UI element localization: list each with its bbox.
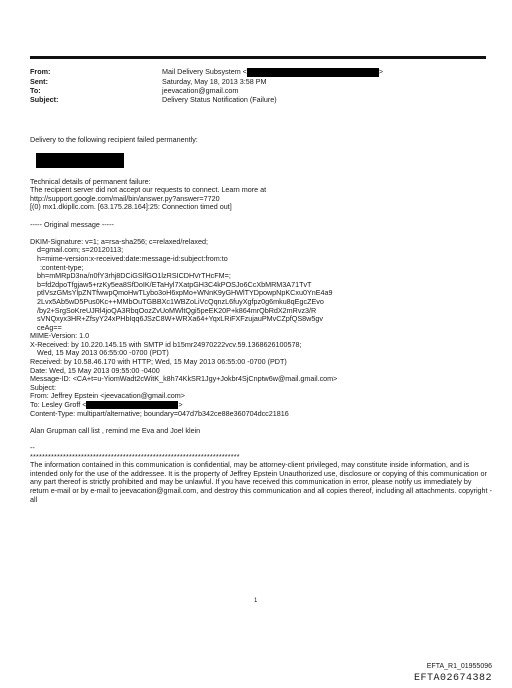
header-rule: [30, 56, 486, 59]
tech-line-2: http://support.google.com/mail/bin/answer.py?answer=7720: [30, 193, 220, 203]
message-id-line: Message-ID: <CA+t=u-YiomWadt2cWitK_k8h74KkSR1Jgy+Jokbr4SjCnptw6w@mail.gmail.com>: [30, 374, 338, 384]
mime-version: MIME-Version: 1.0: [30, 331, 90, 341]
content-type-line: Content-Type: multipart/alternative; boundary=047d7b342ce88e360704dcc21816: [30, 408, 289, 418]
message-text: Alan Grupman call list , remind me Eva and Joel klein: [30, 425, 201, 435]
redaction-box: [247, 68, 379, 77]
dkim-line-7: 2Lvx5Ab5wD5Pus0Kc++MMbOuTGBBXc1WBZoLiVcQqnzL6fuyXgfpz0g6mku8qEgcZEvo: [37, 296, 324, 306]
confidentiality-disclaimer: The information contained in this communication is confidential, may be attorney-client privileged, may constitute inside information, and is intended only for the use of the addressee. It is the property of Jeffrey Epstein Unauthorized use, disclosure or copying of this communication or any part thereof is strictly prohibited and may be unlawful. If you have received this communication in error, please notify us immediately by return e-mail or by e-mail to jeevacation@gmail.com, and destroy this communication and all copies thereof, including all attachments. copyright -all: [30, 460, 492, 504]
tech-line-3: [(0) mx1.dkipllc.com. [63.175.28.164]:25: Connection timed out]: [30, 202, 232, 212]
dkim-line-9: sVNQxyx3HR+ZfsyY24xPHbIqq6JSzC8W+WRXa64+YqxLRiFXFzujauPMvCZpfQS8w5gv: [37, 314, 323, 324]
from-label: From:: [30, 67, 51, 76]
recipient-redaction: [36, 153, 124, 168]
date-line: Date: Wed, 15 May 2013 09:55:00 -0400: [30, 365, 160, 375]
subject-line: Subject:: [30, 382, 56, 392]
dkim-line-10: ceAg==: [37, 322, 62, 332]
received-line: Received: by 10.58.46.170 with HTTP; Wed, 15 May 2013 06:55:00 -0700 (PDT): [30, 357, 287, 367]
x-received-1: X-Received: by 10.220.145.15 with SMTP id b15mr24970222vcv.59.1368626100578;: [30, 339, 302, 349]
subject-label: Subject:: [30, 94, 59, 104]
sent-row: [30, 77, 500, 86]
from-row: [30, 67, 500, 77]
subject-row: [30, 95, 500, 104]
subject-value: Delivery Status Notification (Failure): [162, 94, 277, 104]
original-message-divider: ----- Original message -----: [30, 219, 114, 229]
bates-number-large: EFTA02674382: [413, 673, 492, 684]
from-line: From: Jeffrey Epstein <jeevacation@gmail.com>: [30, 391, 185, 401]
from-value: [162, 67, 383, 77]
delivery-failed-text: Delivery to the following recipient failed permanently:: [30, 135, 198, 144]
dkim-line-1: d=gmail.com; s=20120113;: [37, 245, 124, 255]
from-suffix: >: [378, 67, 384, 76]
page-number: 1: [254, 598, 258, 604]
to-line-prefix: To: Lesley Groff <: [30, 400, 87, 410]
dkim-line-6: ptlVszGMsYlpZNTfwwpQmoHwTLybo3oH6xpMo+WNnK9yGHWlTYDpowpNpKCxu0YnE4a9: [37, 288, 333, 298]
sent-label: Sent:: [30, 76, 48, 86]
to-line-suffix: >: [178, 400, 183, 410]
email-body: [30, 136, 492, 504]
tech-line-1: The recipient server did not accept our requests to connect. Learn more at: [30, 185, 267, 195]
to-label: To:: [30, 85, 41, 95]
stars-divider: **********************************************************************: [30, 451, 240, 461]
dkim-line-2: h=mime-version:x-received:date:message-id:subject:from:to: [37, 253, 228, 263]
signature-dashes: --: [30, 443, 35, 452]
from-text: Mail Delivery Subsystem <: [162, 67, 247, 76]
dkim-line-3: :content-type;: [40, 262, 84, 272]
sent-value: Saturday, May 18, 2013 3:58 PM: [162, 76, 267, 86]
x-received-2: Wed, 15 May 2013 06:55:00 -0700 (PDT): [37, 348, 169, 358]
bates-number-small: EFTA_R1_01955096: [426, 663, 492, 670]
email-header: [30, 67, 500, 104]
dkim-line-0: DKIM-Signature: v=1; a=rsa-sha256; c=relaxed/relaxed;: [30, 236, 208, 246]
to-row: [30, 86, 500, 95]
dkim-line-8: /by2+SrgSoKreUJRl4joQA3RbqOozZvUoMWltQgi5peEK20P+k864mrQbRdX2mRvz3/R: [37, 305, 317, 315]
to-value: jeevacation@gmail.com: [162, 85, 239, 95]
dkim-line-4: bh=mMRpD3na/n0fY3rhj8DCiGSlfGO1lzRSICDHVrTHcFM=;: [37, 271, 231, 281]
dkim-line-5: b=fd2dpoTfgjaw5+rzKy5ea8SfDoIK/ETaHyl7XatpGH3C4kPOSJo6CcXbMRM3A71TvT: [37, 279, 312, 289]
tech-title: Technical details of permanent failure:: [30, 176, 151, 186]
to-redaction: [86, 401, 178, 409]
